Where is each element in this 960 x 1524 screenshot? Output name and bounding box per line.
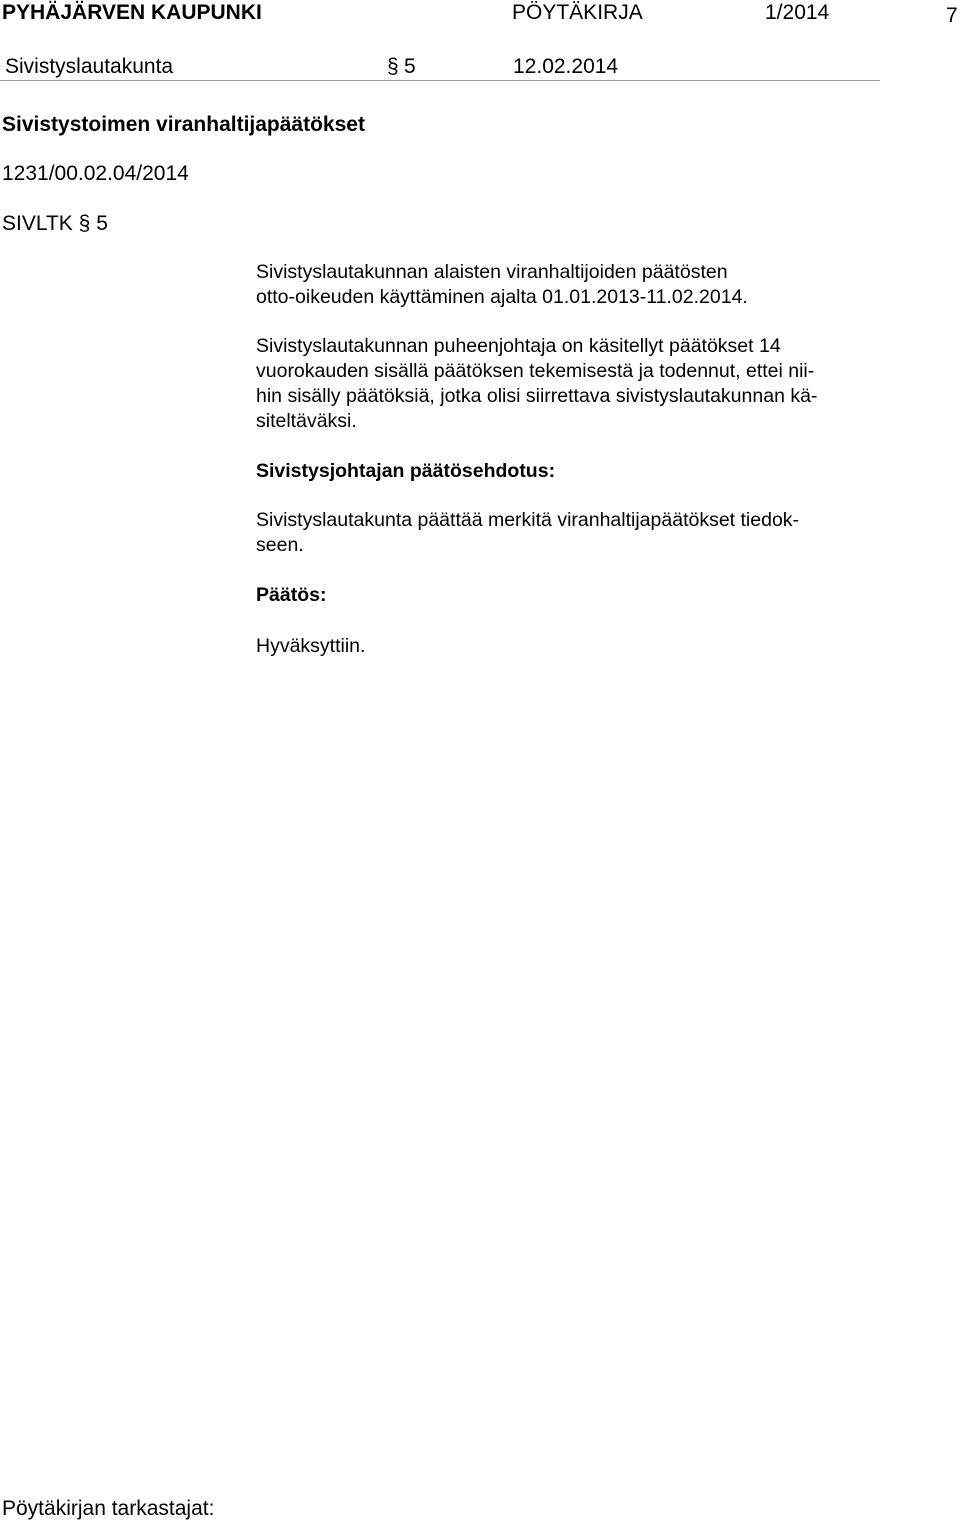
meeting-date: 12.02.2014 [513,55,619,78]
reviewers-label: Pöytäkirjan tarkastajat: [2,1497,215,1520]
document-number: 1/2014 [765,1,830,24]
description-line: siteltäväksi. [256,410,357,432]
proposal-line: Sivistyslautakunta päättää merkitä viranhaltijapäätökset tiedok- [256,509,800,531]
item-title: Sivistystoimen viranhaltijapäätökset [2,113,365,136]
description-line: Sivistyslautakunnan puheenjohtaja on käsitellyt päätökset 14 [256,335,781,357]
proposal-paragraph [256,508,876,558]
reference-section-symbol: § [78,212,91,235]
reference-label: SIVLTK [2,212,73,235]
decision-heading: Päätös: [256,584,327,606]
description-line: vuorokauden sisällä päätöksen tekemisestä ja todennut, ettei nii- [256,360,815,382]
record-id: 1231/00.02.04/2014 [2,162,189,185]
page-number: 7 [946,4,958,27]
proposal-line: seen. [256,534,304,556]
description-paragraph [256,334,876,434]
subject-paragraph [256,260,876,310]
subject-line: otto-oikeuden käyttäminen ajalta 01.01.2013-11.02.2014. [256,286,748,308]
proposal-heading: Sivistysjohtajan päätösehdotus: [256,460,556,482]
decision-text: Hyväksyttiin. [256,635,366,657]
organization-name: PYHÄJÄRVEN KAUPUNKI [2,1,262,24]
description-line: hin sisälly päätöksiä, jotka olisi siirrettava sivistyslautakunnan kä- [256,385,818,407]
section-number: 5 [404,55,416,78]
reference-number: 5 [96,212,108,235]
header-divider [0,80,880,81]
subject-line: Sivistyslautakunnan alaisten viranhaltijoiden päätösten [256,261,728,283]
section-symbol: § [387,55,399,78]
item-reference [2,212,108,236]
document-type: PÖYTÄKIRJA [512,1,643,24]
board-name: Sivistyslautakunta [5,55,174,78]
